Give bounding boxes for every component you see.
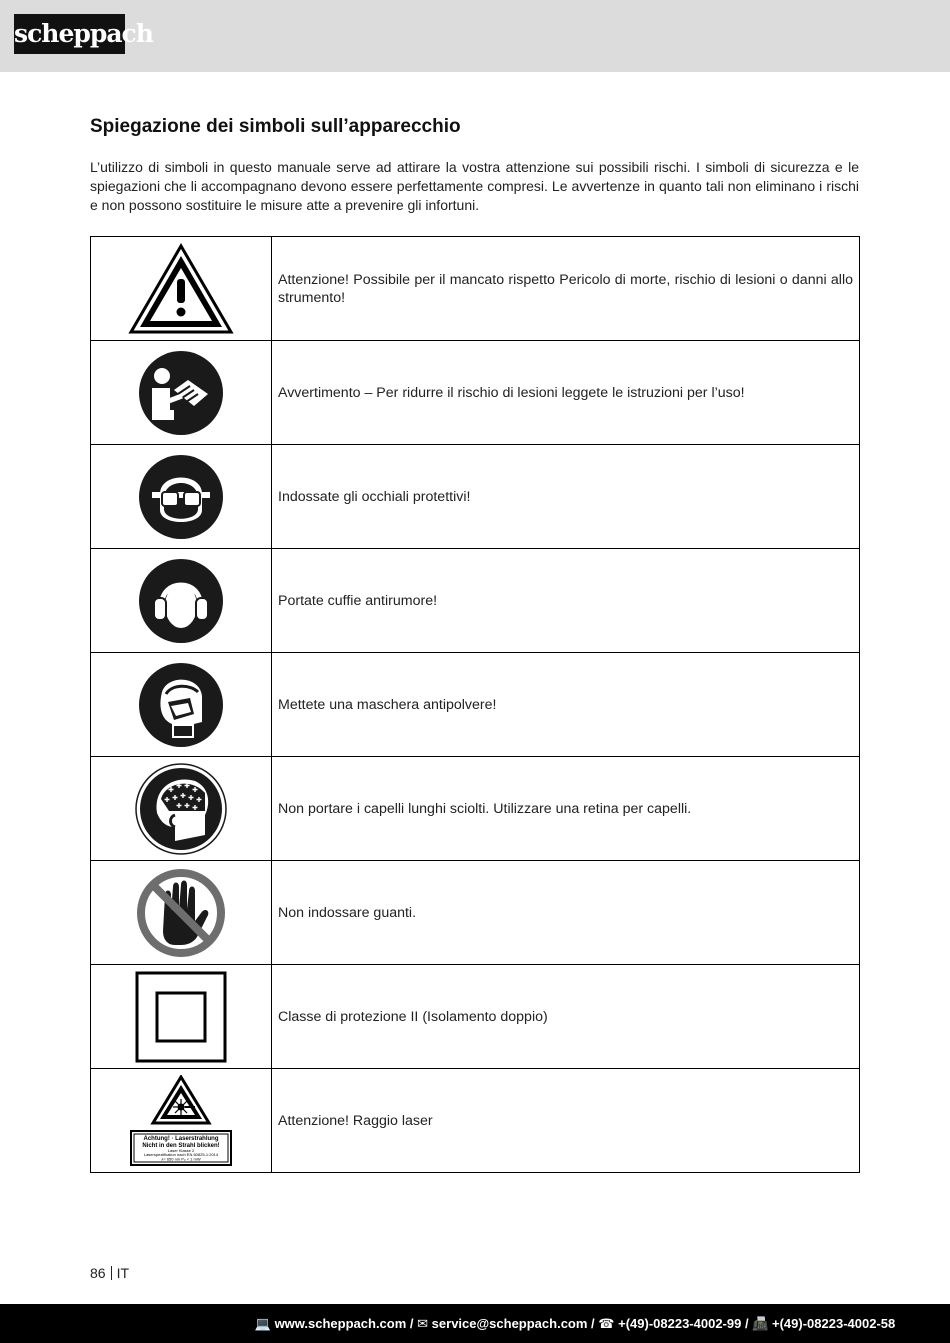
no-gloves-icon <box>135 867 227 959</box>
symbol-cell <box>91 445 272 549</box>
laser-label-line4: Laserspezifikation nach EN 60825-1:2014 <box>143 1151 219 1157</box>
symbol-cell <box>91 237 272 341</box>
table-row <box>91 653 860 757</box>
page-separator <box>111 1266 112 1280</box>
symbol-description: Non portare i capelli lunghi sciolti. Utilizzare una retina per capelli. <box>272 757 860 861</box>
symbol-cell <box>91 861 272 965</box>
laser-label-line2: Nicht in den Strahl blicken! <box>142 1142 220 1149</box>
table-row <box>91 237 860 341</box>
warning-triangle-icon <box>128 243 234 335</box>
symbol-description: Attenzione! Raggio laser <box>272 1069 860 1173</box>
ear-protection-icon <box>138 558 224 644</box>
footer-email[interactable]: service@scheppach.com <box>431 1316 588 1331</box>
footer-bar: 💻 www.scheppach.com / ✉ service@scheppach.com / ☎ +(49)-08223-4002-99 / 📠 +(49)-08223-4002-58 <box>0 1304 950 1343</box>
table-row <box>91 861 860 965</box>
read-manual-icon <box>138 350 224 436</box>
phone-icon: ☎ <box>598 1316 615 1331</box>
brand-logo: scheppach <box>14 14 125 54</box>
table-row <box>91 965 860 1069</box>
dust-mask-icon <box>138 662 224 748</box>
table-row <box>91 341 860 445</box>
symbol-description: Mettete una maschera antipolvere! <box>272 653 860 757</box>
footer-fax: +(49)-08223-4002-58 <box>772 1316 896 1331</box>
symbol-description: Classe di protezione II (Isolamento doppio) <box>272 965 860 1069</box>
email-icon: ✉ <box>417 1316 429 1331</box>
symbol-description: Portate cuffie antirumore! <box>272 549 860 653</box>
protection-class-ii-icon <box>135 971 227 1063</box>
symbol-description: Avvertimento – Per ridurre il rischio di lesioni leggete le istruzioni per l’uso! <box>272 341 860 445</box>
table-row <box>91 549 860 653</box>
fax-icon: 📠 <box>752 1316 769 1331</box>
symbol-description: Indossate gli occhiali protettivi! <box>272 445 860 549</box>
page-language: IT <box>116 1265 130 1281</box>
symbol-cell <box>91 341 272 445</box>
page-number <box>90 1265 129 1281</box>
page-number-value: 86 <box>90 1265 106 1281</box>
laser-label-line5: λ= 650 nm P₀ < 1 mW <box>161 1156 201 1161</box>
table-row <box>91 445 860 549</box>
header-bar <box>0 0 950 72</box>
symbol-cell <box>91 549 272 653</box>
laser-label-line3: Laser Klasse 2 <box>167 1147 195 1153</box>
symbol-cell <box>91 757 272 861</box>
hair-net-icon <box>135 763 227 855</box>
symbols-table <box>90 236 860 1173</box>
symbol-cell <box>91 1069 272 1173</box>
laser-label-line1: Achtung! · Laserstrahlung <box>143 1135 219 1142</box>
footer-website[interactable]: www.scheppach.com <box>274 1316 407 1331</box>
computer-icon: 💻 <box>254 1316 271 1331</box>
laser-warning-icon <box>129 1075 233 1167</box>
table-row <box>91 1069 860 1173</box>
symbol-description: Attenzione! Possibile per il mancato rispetto Pericolo di morte, rischio di lesioni o danni allo strumento! <box>272 237 860 341</box>
symbol-cell <box>91 965 272 1069</box>
footer-phone: +(49)-08223-4002-99 <box>618 1316 742 1331</box>
symbol-cell <box>91 653 272 757</box>
symbol-description: Non indossare guanti. <box>272 861 860 965</box>
page-title: Spiegazione dei simboli sull’apparecchio <box>90 116 461 137</box>
intro-paragraph: L’utilizzo di simboli in questo manuale serve ad attirare la vostra attenzione sui possibili rischi. I simboli di sicurezza e le spiegazioni che li accompagnano devono essere perfettamente compresi. Le avvertenze in quanto tali non eliminano i rischi e non possono sostituire le misure atte a prevenire gli infortuni. <box>90 159 859 213</box>
safety-goggles-icon <box>138 454 224 540</box>
table-row <box>91 757 860 861</box>
